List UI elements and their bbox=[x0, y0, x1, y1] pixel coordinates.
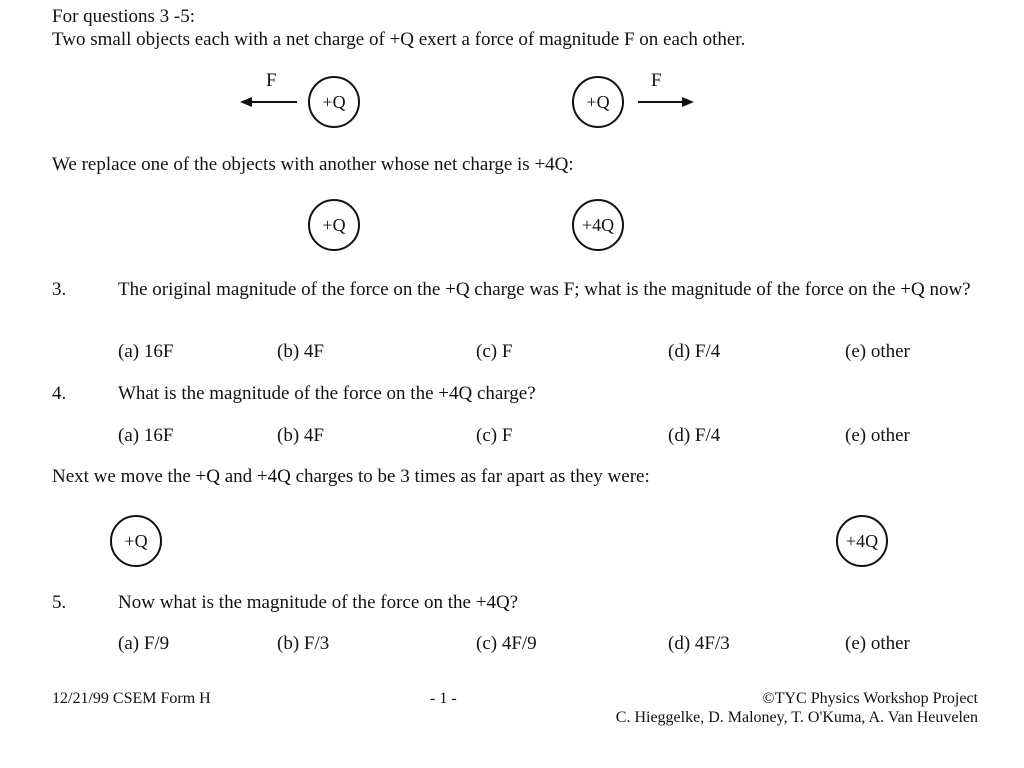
charge-circle-right bbox=[572, 76, 624, 128]
charge-circle-left bbox=[308, 199, 360, 251]
replace-text: We replace one of the objects with another whose net charge is +4Q: bbox=[52, 154, 574, 175]
option-e[interactable]: (e) other bbox=[845, 425, 910, 446]
right-force-label: F bbox=[651, 70, 662, 91]
charge-label: +Q bbox=[586, 91, 610, 112]
option-b[interactable]: (b) 4F bbox=[277, 341, 324, 362]
right-arrow-icon bbox=[637, 95, 695, 109]
option-a[interactable]: (a) F/9 bbox=[118, 633, 170, 654]
question-number: 5. bbox=[52, 592, 67, 613]
option-d[interactable]: (d) 4F/3 bbox=[668, 633, 730, 654]
charge-label: +4Q bbox=[581, 214, 615, 235]
charge-circle-right bbox=[572, 199, 624, 251]
charge-circle-left bbox=[308, 76, 360, 128]
left-force-label: F bbox=[266, 70, 277, 91]
charge-label: +Q bbox=[322, 91, 346, 112]
charge-label: +Q bbox=[322, 214, 346, 235]
option-a[interactable]: (a) 16F bbox=[118, 341, 174, 362]
left-arrow-icon bbox=[240, 95, 298, 109]
option-c[interactable]: (c) F bbox=[476, 425, 513, 446]
option-b[interactable]: (b) F/3 bbox=[277, 633, 330, 654]
footer-authors: C. Hieggelke, D. Maloney, T. O'Kuma, A. Van Heuvelen bbox=[615, 709, 978, 726]
option-a[interactable]: (a) 16F bbox=[118, 425, 174, 446]
charge-label: +Q bbox=[124, 530, 148, 551]
option-c[interactable]: (c) F bbox=[476, 341, 513, 362]
question-number: 3. bbox=[52, 279, 67, 300]
charge-circle-left bbox=[110, 515, 162, 567]
footer-page-number: - 1 - bbox=[430, 690, 457, 707]
option-e[interactable]: (e) other bbox=[845, 341, 910, 362]
question-text: The original magnitude of the force on the +Q charge was F; what is the magnitude of the force on the +Q now? bbox=[118, 279, 971, 300]
footer-copyright: ©TYC Physics Workshop Project bbox=[762, 690, 978, 707]
intro-line-2: Two small objects each with a net charge of +Q exert a force of magnitude F on each other. bbox=[52, 29, 746, 50]
charge-circle-right bbox=[836, 515, 888, 567]
question-text: Now what is the magnitude of the force on the +4Q? bbox=[118, 592, 519, 613]
question-number: 4. bbox=[52, 383, 67, 404]
option-c[interactable]: (c) 4F/9 bbox=[476, 633, 537, 654]
option-d[interactable]: (d) F/4 bbox=[668, 341, 721, 362]
charge-label: +4Q bbox=[845, 530, 879, 551]
option-b[interactable]: (b) 4F bbox=[277, 425, 324, 446]
option-d[interactable]: (d) F/4 bbox=[668, 425, 721, 446]
footer-form-id: 12/21/99 CSEM Form H bbox=[52, 690, 211, 707]
intro-line-1: For questions 3 -5: bbox=[52, 6, 196, 27]
option-e[interactable]: (e) other bbox=[845, 633, 910, 654]
move-text: Next we move the +Q and +4Q charges to be 3 times as far apart as they were: bbox=[52, 466, 650, 487]
question-text: What is the magnitude of the force on the +4Q charge? bbox=[118, 383, 536, 404]
